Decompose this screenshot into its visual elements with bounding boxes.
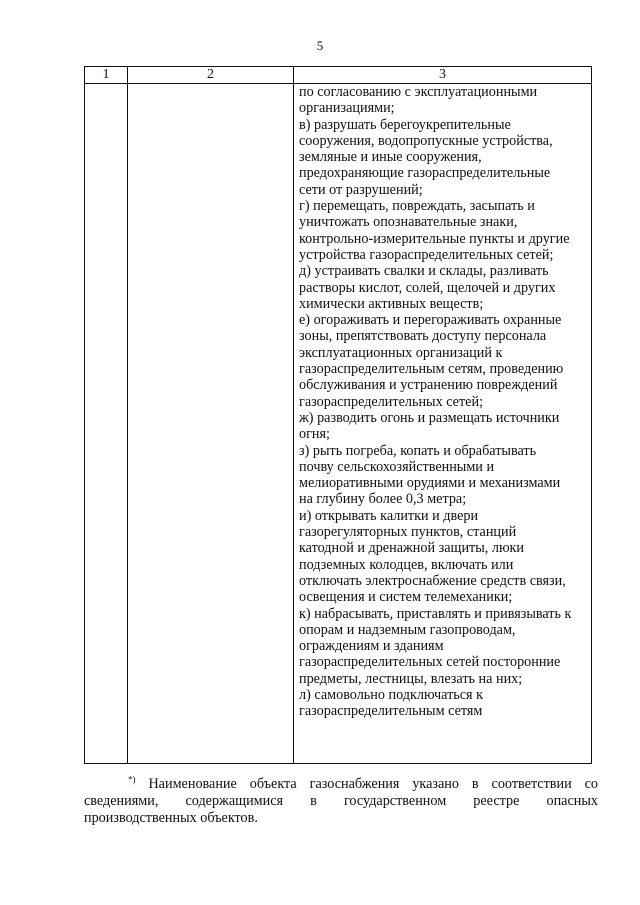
text-line: контрольно-измерительные пункты и другие	[299, 230, 570, 247]
text-line: эксплуатационных организаций к	[299, 344, 503, 361]
footnote-mark: *)	[128, 774, 136, 785]
text-line: по согласованию с эксплуатационными	[299, 84, 538, 100]
col1-cell	[85, 84, 128, 764]
text-line: и) открывать калитки и двери	[299, 507, 479, 524]
text-line: катодной и дренажной защиты, люки	[299, 540, 525, 557]
text-line: отключать электроснабжение средств связи,	[299, 572, 566, 589]
col2-cell	[128, 84, 294, 764]
text-line: к) набрасывать, приставлять и привязывать к	[299, 605, 572, 622]
text-line: ж) разводить огонь и размещать источники	[299, 409, 560, 426]
text-line: предметы, лестницы, влезать на них;	[299, 670, 523, 687]
requirements-table	[84, 66, 592, 764]
header-col-2: 2	[128, 67, 294, 84]
table-header-row	[85, 67, 592, 84]
text-line: почву сельскохозяйственными и	[299, 458, 495, 475]
text-line: л) самовольно подключаться к	[299, 686, 484, 703]
text-line: газораспределительным сетям, проведению	[299, 361, 564, 378]
text-line: г) перемещать, повреждать, засыпать и	[299, 198, 535, 215]
text-line: устройства газораспределительных сетей;	[299, 246, 554, 263]
footnote-text: Наименование объекта газоснабжения указано в соответствии со	[148, 776, 599, 792]
text-line: з) рыть погреба, копать и обрабатывать	[299, 442, 537, 459]
table-row	[85, 84, 592, 764]
text-line: подземных колодцев, включать или	[299, 556, 514, 573]
text-line: опорам и надземным газопроводам,	[299, 621, 516, 638]
footnote	[84, 776, 598, 827]
text-line: обслуживания и устранению повреждений	[299, 377, 558, 394]
text-line: газораспределительных сетей посторонние	[299, 654, 561, 671]
text-line: газораспределительных сетей;	[299, 393, 484, 410]
footnote-line: производственных объектов.	[84, 810, 258, 826]
text-line: зоны, препятствовать доступу персонала	[299, 328, 547, 345]
header-col-3: 3	[294, 67, 592, 84]
text-line: на глубину более 0,3 метра;	[299, 491, 467, 508]
footnote-line: сведениями, содержащимися в государственном реестре опасных	[84, 793, 598, 809]
text-line: в) разрушать берегоукрепительные	[299, 116, 511, 133]
col3-cell	[294, 84, 592, 764]
text-line: растворы кислот, солей, щелочей и других	[299, 279, 556, 296]
text-line: предохраняющие газораспределительные	[299, 165, 551, 182]
text-line: земляные и иные сооружения,	[299, 149, 482, 166]
page-number: 5	[316, 38, 324, 53]
header-col-1: 1	[85, 67, 128, 84]
text-line: д) устраивать свалки и склады, разливать	[299, 263, 549, 280]
text-line: организациями;	[299, 100, 395, 117]
text-line: газорегуляторных пунктов, станций	[299, 524, 517, 541]
text-line: огня;	[299, 426, 330, 443]
text-line: химически активных веществ;	[299, 295, 484, 312]
text-line: уничтожать опознавательные знаки,	[299, 214, 518, 231]
text-line: е) огораживать и перегораживать охранные	[299, 312, 562, 329]
text-line: сети от разрушений;	[299, 181, 423, 198]
text-line: ограждениям и зданиям	[299, 638, 444, 655]
text-line: освещения и систем телемеханики;	[299, 589, 513, 606]
text-line: мелиоративными орудиями и механизмами	[299, 475, 561, 492]
text-line: газораспределительным сетям	[299, 703, 483, 720]
footnote-line	[84, 776, 598, 793]
text-line: сооружения, водопропускные устройства,	[299, 132, 553, 149]
